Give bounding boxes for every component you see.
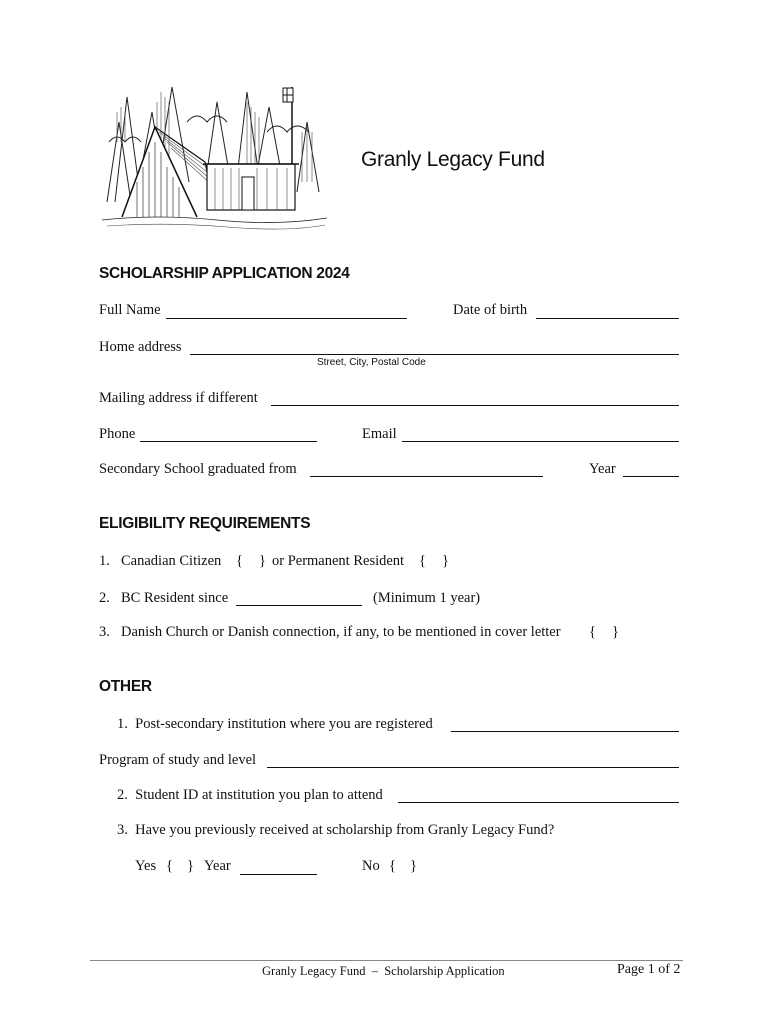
brace-open: { (419, 553, 426, 569)
footer-page-number: Page 1 of 2 (617, 962, 681, 977)
secondary-school-field[interactable] (310, 476, 543, 477)
danish-connection-label: Danish Church or Danish connection, if any, to be mentioned in cover letter (121, 624, 561, 640)
brace-open: { (589, 624, 596, 640)
eligibility-item-3-number: 3. (99, 624, 110, 640)
previous-year-field[interactable] (240, 874, 317, 875)
no-label: No (362, 858, 380, 874)
section-heading-eligibility: ELIGIBILITY REQUIREMENTS (99, 515, 311, 532)
student-id-label: 2. Student ID at institution you plan to attend (117, 787, 383, 803)
eligibility-item-1-number: 1. (99, 553, 110, 569)
permanent-resident-label: or Permanent Resident (272, 553, 405, 569)
brace-close: } (258, 553, 266, 569)
footer-center-text: Granly Legacy Fund – Scholarship Application (262, 964, 505, 978)
student-id-field[interactable] (398, 802, 679, 803)
program-field[interactable] (267, 767, 679, 768)
canadian-citizen-label: Canadian Citizen (121, 553, 222, 569)
dob-label: Date of birth (453, 302, 528, 318)
brace-close: } (186, 858, 194, 874)
danish-connection-checkbox[interactable] (589, 624, 619, 641)
bc-resident-since-field[interactable] (236, 605, 362, 606)
address-hint: Street, City, Postal Code (317, 357, 426, 368)
previous-year-label: Year (204, 858, 231, 874)
permanent-resident-checkbox[interactable] (419, 553, 449, 570)
email-field[interactable] (402, 441, 679, 442)
previous-scholarship-question: 3. Have you previously received at scholarship from Granly Legacy Fund? (117, 822, 555, 838)
grad-year-field[interactable] (623, 476, 679, 477)
phone-label: Phone (99, 426, 136, 442)
post-secondary-label: 1. Post-secondary institution where you are registered (117, 716, 433, 732)
dob-field[interactable] (536, 318, 679, 319)
yes-label: Yes (135, 858, 157, 874)
brace-close: } (611, 624, 619, 640)
full-name-field[interactable] (166, 318, 407, 319)
logo-sketch (97, 82, 329, 232)
grad-year-label: Year (589, 461, 616, 477)
home-address-label: Home address (99, 339, 182, 355)
yes-checkbox[interactable] (166, 858, 194, 875)
page-title: Granly Legacy Fund (361, 148, 545, 171)
secondary-school-label: Secondary School graduated from (99, 461, 297, 477)
post-secondary-field[interactable] (451, 731, 679, 732)
brace-open: { (236, 553, 243, 569)
brace-close: } (409, 858, 417, 874)
full-name-label: Full Name (99, 302, 161, 318)
home-address-field[interactable] (190, 354, 679, 355)
brace-open: { (389, 858, 396, 874)
bc-resident-minimum-note: (Minimum 1 year) (373, 590, 481, 606)
brace-open: { (166, 858, 173, 874)
brace-close: } (441, 553, 449, 569)
program-label: Program of study and level (99, 752, 257, 768)
mailing-address-label: Mailing address if different (99, 390, 258, 406)
email-label: Email (362, 426, 397, 442)
section-heading-other: OTHER (99, 678, 152, 695)
section-heading-scholarship: SCHOLARSHIP APPLICATION 2024 (99, 265, 350, 282)
eligibility-item-2-number: 2. (99, 590, 110, 606)
mailing-address-field[interactable] (271, 405, 679, 406)
phone-field[interactable] (140, 441, 317, 442)
bc-resident-label: BC Resident since (121, 590, 229, 606)
no-checkbox[interactable] (389, 858, 417, 875)
canadian-citizen-checkbox[interactable] (236, 553, 266, 570)
footer-divider (90, 960, 683, 961)
